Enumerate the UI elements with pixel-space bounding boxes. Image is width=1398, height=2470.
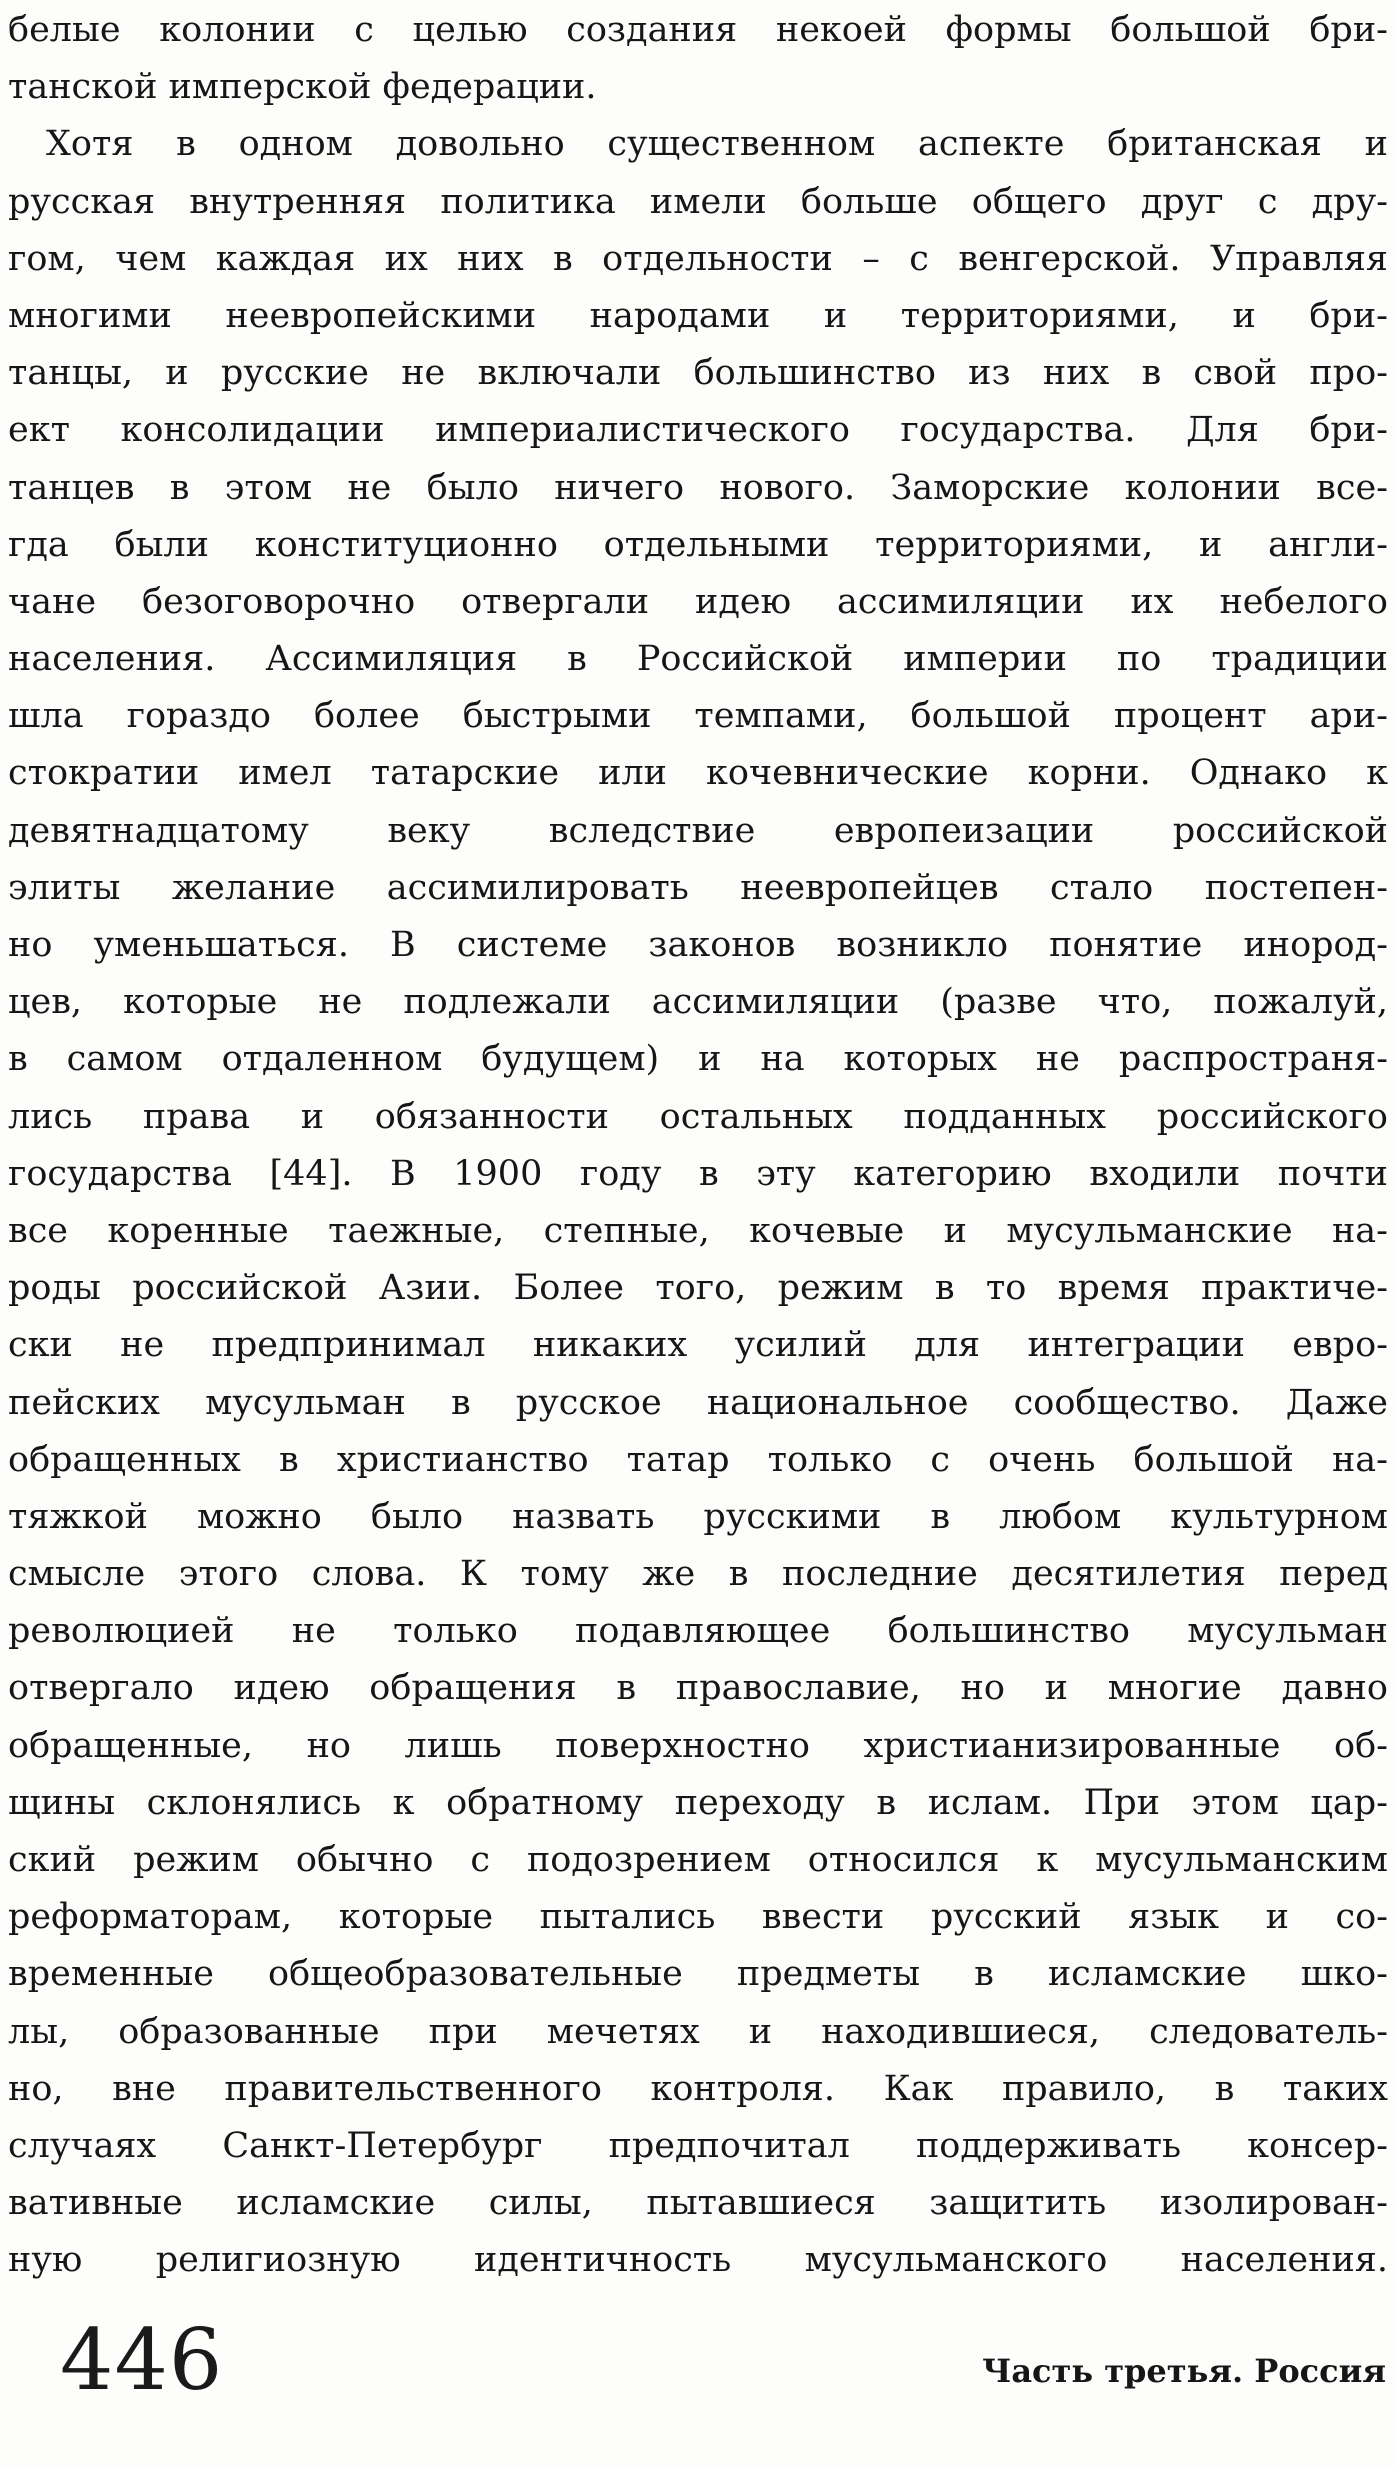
text-line: роды российской Азии. Более того, режим в то время практиче- [8,1268,1388,1309]
text-line: смысле этого слова. К тому же в последние десятилетия перед [8,1554,1388,1595]
text-line: лись права и обязанности остальных подданных российского [8,1096,1388,1137]
text-line: ский режим обычно с подозрением относился к мусульманским [8,1840,1388,1880]
text-line: государства [44]. В 1900 году в эту категорию входили почти [8,1153,1388,1194]
text-line: белые колонии с целью создания некоей формы большой бри- [8,10,1388,50]
text-line: элиты желание ассимилировать неевропейцев стало постепен- [8,867,1388,908]
text-line: временные общеобразовательные предметы в исламские шко- [8,1954,1388,1995]
text-line: отвергало идею обращения в православие, но и многие давно [8,1668,1388,1709]
text-line: танцев в этом не было ничего нового. Заморские колонии все- [8,467,1388,508]
text-line: чане безоговорочно отвергали идею ассимиляции их небелого [8,581,1388,622]
text-line: девятнадцатому веку вследствие европеизации российской [8,810,1388,851]
text-line: но уменьшаться. В системе законов возникло понятие инород- [8,925,1388,965]
text-line: щины склонялись к обратному переходу в ислам. При этом цар- [8,1782,1388,1823]
text-line: революцией не только подавляющее большинство мусульман [8,1611,1388,1652]
text-line: танцы, и русские не включали большинство из них в свой про- [8,353,1388,394]
text-line: ект консолидации империалистического государства. Для бри- [8,410,1388,451]
text-line: Хотя в одном довольно существенном аспекте британская и [46,124,1388,165]
text-line: стократии имел татарские или кочевнические корни. Однако к [8,753,1388,794]
text-line: русская внутренняя политика имели больше общего друг с дру- [8,181,1388,222]
text-line: в самом отдаленном будущем) и на которых не распространя- [8,1039,1388,1080]
text-line: гда были конституционно отдельными территориями, и англи- [8,524,1388,565]
page-footer [0,2310,1398,2430]
text-line: случаях Санкт-Петербург предпочитал поддерживать консер- [8,2125,1388,2166]
text-line: населения. Ассимиляция в Российской империи по традиции [8,639,1388,680]
text-line: обращенных в христианство татар только с очень большой на- [8,1439,1388,1480]
text-line: танской имперской федерации. [8,67,597,108]
text-line: вативные исламские силы, пытавшиеся защитить изолирован- [8,2183,1388,2224]
body-text [8,2,1388,2290]
text-line: ски не предпринимал никаких усилий для интеграции евро- [8,1325,1388,1366]
running-head: Часть третья. Россия [982,2352,1386,2390]
text-line: шла гораздо более быстрыми темпами, большой процент ари- [8,696,1388,737]
text-line: ную религиозную идентичность мусульманского населения. [8,2240,1388,2281]
text-line: все коренные таежные, степные, кочевые и мусульманские на- [8,1210,1388,1251]
text-line: но, вне правительственного контроля. Как правило, в таких [8,2068,1388,2109]
text-line: обращенные, но лишь поверхностно христианизированные об- [8,1725,1388,1766]
text-line: многими неевропейскими народами и территориями, и бри- [8,295,1388,336]
page-number: 446 [60,2311,224,2409]
text-line: лы, образованные при мечетях и находившиеся, следователь- [8,2011,1388,2052]
text-line: реформаторам, которые пытались ввести русский язык и со- [8,1897,1388,1938]
text-line: пейских мусульман в русское национальное сообщество. Даже [8,1382,1388,1423]
text-line: цев, которые не подлежали ассимиляции (разве что, пожалуй, [8,982,1388,1023]
text-line: гом, чем каждая их них в отдельности – с венгерской. Управляя [8,238,1388,279]
text-line: тяжкой можно было назвать русскими в любом культурном [8,1496,1388,1537]
